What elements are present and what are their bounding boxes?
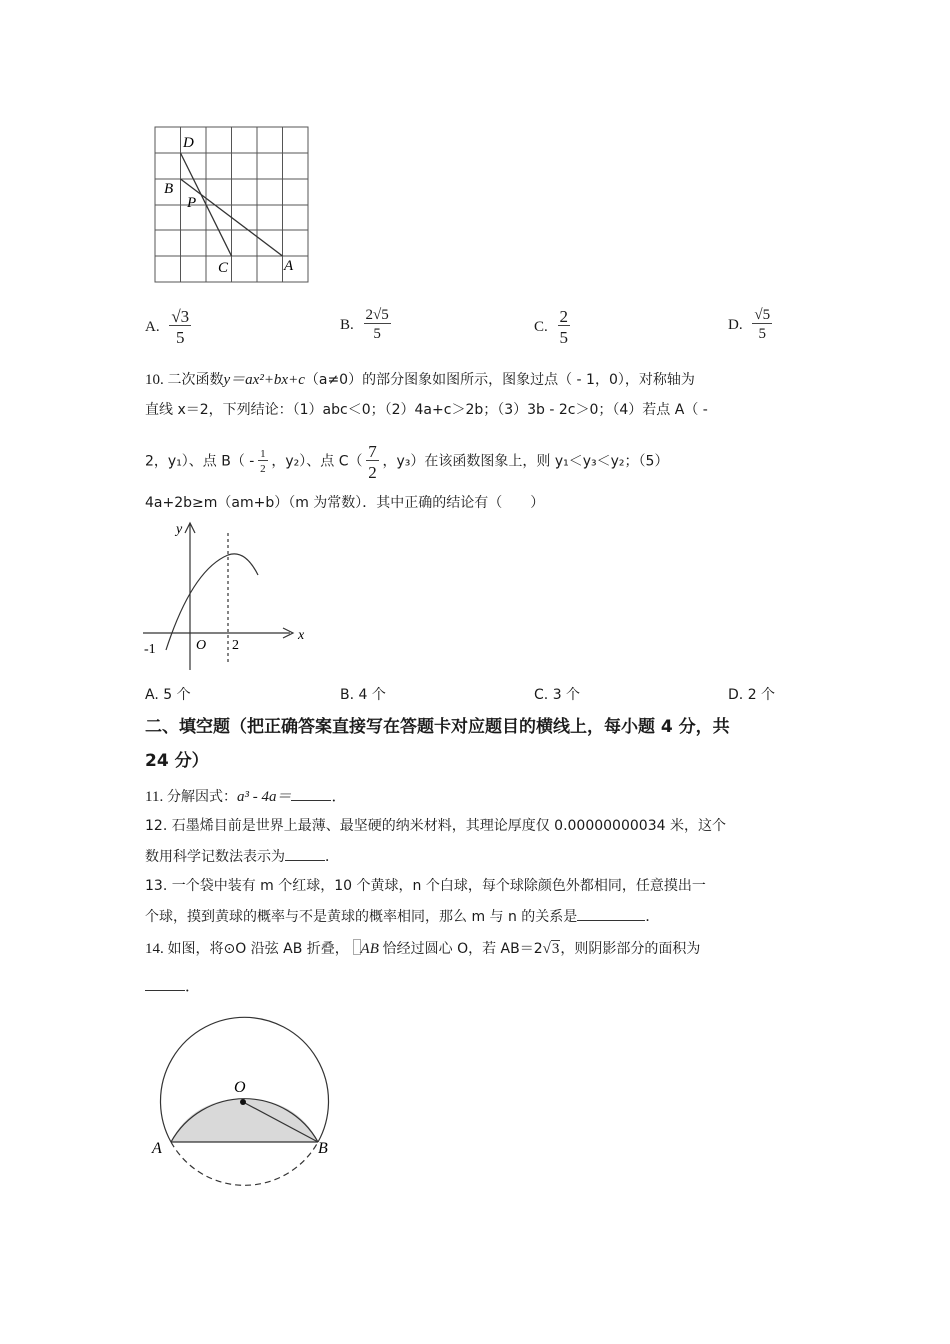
q14-line-1: 14. 如图，将⊙O 沿弦 AB 折叠， AB 恰经过圆心 O，若 AB＝2√3，则阴影部分的面积为 (145, 941, 701, 957)
fraction-half: $\frac{1}{2}$ (260, 448, 266, 475)
svg-text:O: O (196, 638, 207, 653)
q14-line-2: ． (145, 976, 200, 997)
svg-text:y: y (176, 522, 183, 537)
q10-line-4: 4a+2b≥m（am+b）（m 为常数）．其中正确的结论有（ ） (145, 495, 545, 511)
q9-option-c[interactable]: C. $\frac{2}{5}$ (534, 307, 569, 347)
q10-option-a[interactable]: A. 5 个 (145, 687, 191, 703)
svg-text:2: 2 (232, 638, 239, 653)
q13-line-2: 个球，摸到黄球的概率与不是黄球的概率相同，那么 m 与 n 的关系是 ． (145, 906, 659, 927)
q10-option-c[interactable]: C. 3 个 (534, 687, 581, 703)
svg-text:A: A (152, 1140, 162, 1157)
q9-option-b[interactable]: B. $\frac{2√5}{5}$ (340, 307, 389, 342)
arc-symbol-icon (353, 939, 361, 955)
q14-circle-figure (148, 1010, 348, 1200)
fraction-seven-halves: $\frac{7}{2}$ (368, 442, 377, 482)
answer-blank[interactable] (577, 906, 645, 921)
q12-line-1: 12. 石墨烯目前是世界上最薄、最坚硬的纳米材料，其理论厚度仅 0.00000000034 米，这个 (145, 818, 726, 834)
fraction: $\frac{2}{5}$ (559, 307, 569, 347)
q10-line-2: 直线 x＝2，下列结论：（1）abc＜0；（2）4a+c＞2b；（3）3b - 2c＞0；（4）若点 A（ - (145, 402, 708, 418)
answer-blank[interactable] (145, 976, 185, 991)
sqrt: √3 (542, 941, 560, 957)
svg-text:x: x (298, 628, 305, 643)
q12-line-2: 数用科学记数法表示为 ． (145, 846, 339, 867)
label-P: P (187, 195, 197, 211)
section-2-heading-line-1: 二、填空题（把正确答案直接写在答题卡对应题目的横线上，每小题 4 分，共 (145, 717, 730, 737)
q10-option-b[interactable]: B. 4 个 (340, 687, 386, 703)
fraction: $\frac{2√5}{5}$ (365, 307, 389, 342)
fraction: $\frac{√3}{5}$ (171, 307, 190, 347)
label-C: C (218, 260, 229, 276)
fraction: $\frac{√5}{5}$ (754, 307, 771, 342)
answer-blank[interactable] (285, 846, 325, 861)
svg-text:O: O (234, 1079, 246, 1096)
q10-line-1: 10. 二次函数y＝ax²+bx+c（a≠0）的部分图象如图所示，图象过点（ - 1，0），对称轴为 (145, 372, 695, 388)
q9-option-a[interactable]: A. $\frac{√3}{5}$ (145, 307, 190, 347)
label-D: D (183, 135, 194, 151)
section-2-heading-line-2: 24 分） (145, 751, 209, 771)
q10-parabola-figure (140, 515, 320, 675)
q11: 11. 分解因式：a³ - 4a＝ ． (145, 786, 346, 807)
q9-option-d[interactable]: D. $\frac{√5}{5}$ (728, 307, 771, 342)
q13-line-1: 13. 一个袋中装有 m 个红球，10 个黄球，n 个白球，每个球除颜色外都相同，任意摸出一 (145, 878, 706, 894)
svg-text:B: B (318, 1140, 328, 1157)
label-A: A (284, 258, 294, 274)
answer-blank[interactable] (291, 786, 331, 801)
label-B: B (164, 181, 174, 197)
q9-grid-figure (150, 122, 315, 287)
q10-line-3: 2，y₁）、点 B（ - $\frac{1}{2}$ ，y₂）、点 C（ $\frac{7}{2}$ ，y₃）在该函数图象上，则 y₁＜y₃＜y₂；（5） (145, 442, 669, 482)
svg-text:-1: -1 (144, 642, 156, 657)
q10-option-d[interactable]: D. 2 个 (728, 687, 776, 703)
